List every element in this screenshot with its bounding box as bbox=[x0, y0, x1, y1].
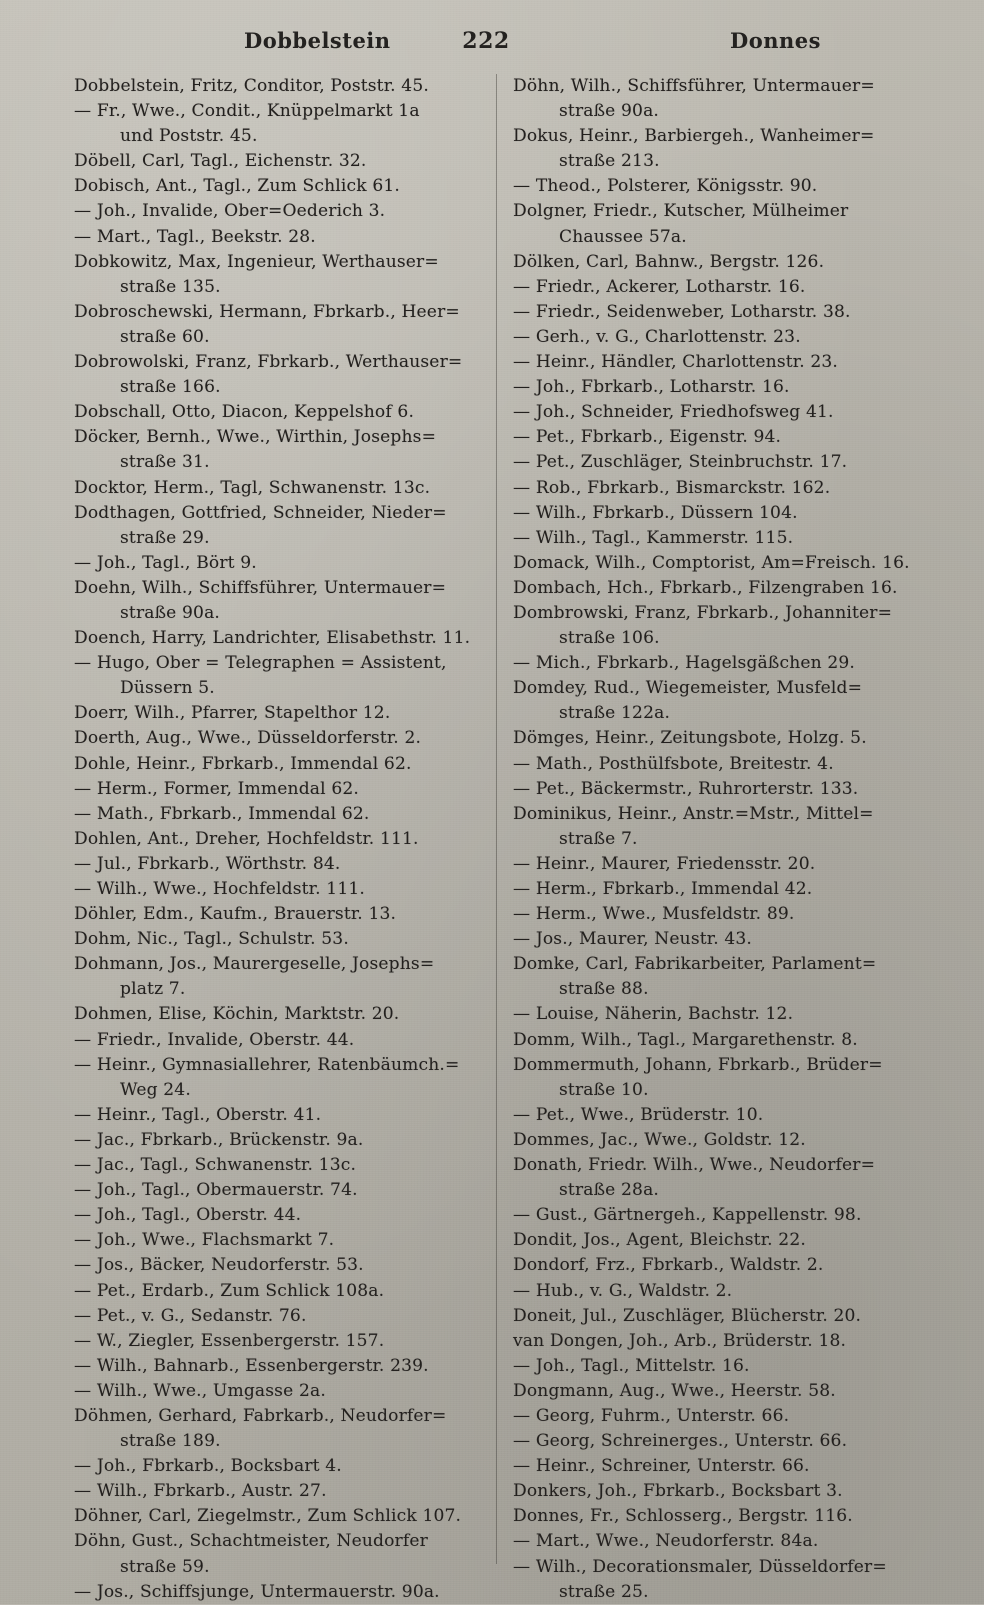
entry-text: Donnes, Fr., Schlosserg., Bergstr. 116. bbox=[513, 1506, 853, 1527]
directory-entry bbox=[513, 852, 918, 877]
directory-entry bbox=[513, 1529, 918, 1554]
directory-entry bbox=[74, 1178, 482, 1203]
entry-text: Dokus, Heinr., Barbiergeh., Wanheimer= bbox=[513, 126, 875, 147]
entry-text: Dombrowski, Franz, Fbrkarb., Johanniter= bbox=[513, 602, 893, 623]
directory-entry bbox=[513, 1153, 918, 1203]
entry-text: Donkers, Joh., Fbrkarb., Bocksbart 3. bbox=[513, 1481, 843, 1502]
directory-entry bbox=[513, 1103, 918, 1128]
entry-text: — Mart., Tagl., Beekstr. 28. bbox=[74, 226, 316, 247]
entry-text: Domack, Wilh., Comptorist, Am=Freisch. 16. bbox=[513, 552, 910, 573]
directory-entry bbox=[74, 752, 482, 777]
entry-text: Dobbelstein, Fritz, Conditor, Poststr. 45. bbox=[74, 76, 429, 96]
entry-text: Dolgner, Friedr., Kutscher, Mülheimer bbox=[513, 201, 849, 222]
entry-text: Doneit, Jul., Zuschläger, Blücherstr. 20. bbox=[513, 1305, 862, 1326]
directory-entry bbox=[74, 877, 482, 902]
left-column bbox=[74, 74, 496, 1602]
entry-text: Dominikus, Heinr., Anstr.=Mstr., Mittel= bbox=[513, 803, 874, 824]
directory-entry bbox=[74, 1304, 482, 1329]
directory-entry bbox=[513, 651, 918, 676]
entry-continuation: straße 88. bbox=[559, 979, 649, 1000]
entry-text: Dömges, Heinr., Zeitungsbote, Holzg. 5. bbox=[513, 728, 867, 749]
entry-continuation: straße 25. bbox=[559, 1581, 649, 1602]
entry-text: — Heinr., Schreiner, Unterstr. 66. bbox=[513, 1456, 810, 1477]
entry-text: — Pet., Bäckermstr., Ruhrorterstr. 133. bbox=[513, 778, 859, 799]
directory-entry bbox=[513, 1429, 918, 1454]
entry-text: — Wilh., Bahnarb., Essenbergerstr. 239. bbox=[74, 1355, 429, 1376]
entry-text: Dohlen, Ant., Dreher, Hochfeldstr. 111. bbox=[74, 828, 419, 849]
directory-entry bbox=[74, 250, 482, 300]
entry-text: Döhn, Gust., Schachtmeister, Neudorfer bbox=[74, 1531, 428, 1552]
directory-entry bbox=[513, 551, 918, 576]
directory-entry bbox=[513, 450, 918, 475]
entry-text: Dölken, Carl, Bahnw., Bergstr. 126. bbox=[513, 251, 825, 272]
directory-entry bbox=[74, 225, 482, 250]
directory-entry bbox=[74, 1228, 482, 1253]
directory-entry bbox=[513, 375, 918, 400]
entry-text: — Wilh., Wwe., Umgasse 2a. bbox=[74, 1380, 326, 1401]
entry-text: — Wilh., Fbrkarb., Austr. 27. bbox=[74, 1481, 327, 1502]
entry-text: — Gerh., v. G., Charlottenstr. 23. bbox=[513, 326, 801, 347]
directory-entry bbox=[74, 726, 482, 751]
directory-columns bbox=[74, 74, 918, 1602]
entry-text: Dondorf, Frz., Fbrkarb., Waldstr. 2. bbox=[513, 1255, 824, 1276]
entry-text: — Hugo, Ober = Telegraphen = Assistent, bbox=[74, 653, 447, 674]
directory-entry bbox=[513, 726, 918, 751]
entry-text: — Heinr., Tagl., Oberstr. 41. bbox=[74, 1104, 322, 1125]
entry-text: Dobkowitz, Max, Ingenieur, Werthauser= bbox=[74, 251, 439, 272]
directory-entry bbox=[513, 275, 918, 300]
entry-text: — Pet., Zuschläger, Steinbruchstr. 17. bbox=[513, 452, 848, 473]
directory-entry bbox=[513, 1253, 918, 1278]
directory-entry bbox=[513, 74, 918, 124]
entry-text: Domm, Wilh., Tagl., Margarethenstr. 8. bbox=[513, 1029, 858, 1050]
directory-entry bbox=[513, 1128, 918, 1153]
directory-entry bbox=[513, 325, 918, 350]
entry-text: — Herm., Wwe., Musfeldstr. 89. bbox=[513, 904, 795, 925]
directory-entry bbox=[513, 1454, 918, 1479]
directory-entry bbox=[513, 752, 918, 777]
entry-text: — Wilh., Decorationsmaler, Düsseldorfer= bbox=[513, 1556, 887, 1577]
entry-text: Döhner, Carl, Ziegelmstr., Zum Schlick 107. bbox=[74, 1506, 462, 1527]
entry-text: Donath, Friedr. Wilh., Wwe., Neudorfer= bbox=[513, 1155, 876, 1176]
directory-entry bbox=[513, 199, 918, 249]
entry-text: Dongmann, Aug., Wwe., Heerstr. 58. bbox=[513, 1380, 836, 1401]
entry-continuation: straße 31. bbox=[120, 452, 210, 473]
entry-text: Döhn, Wilh., Schiffsführer, Untermauer= bbox=[513, 76, 875, 96]
directory-entry bbox=[74, 1580, 482, 1605]
directory-entry bbox=[74, 1028, 482, 1053]
directory-entry bbox=[513, 802, 918, 852]
directory-entry bbox=[74, 1279, 482, 1304]
directory-entry bbox=[513, 350, 918, 375]
entry-text: — Joh., Fbrkarb., Bocksbart 4. bbox=[74, 1456, 342, 1477]
entry-text: — Friedr., Seidenweber, Lotharstr. 38. bbox=[513, 301, 851, 322]
entry-text: — Jac., Fbrkarb., Brückenstr. 9a. bbox=[74, 1129, 364, 1150]
entry-continuation: straße 28a. bbox=[559, 1180, 659, 1201]
entry-text: Dobschall, Otto, Diacon, Keppelshof 6. bbox=[74, 402, 415, 423]
entry-text: — W., Ziegler, Essenbergerstr. 157. bbox=[74, 1330, 385, 1351]
directory-entry bbox=[513, 1279, 918, 1304]
entry-text: — Georg, Schreinerges., Unterstr. 66. bbox=[513, 1431, 848, 1452]
entry-text: — Hub., v. G., Waldstr. 2. bbox=[513, 1280, 733, 1301]
directory-entry bbox=[74, 852, 482, 877]
directory-entry bbox=[74, 651, 482, 701]
entry-text: — Mich., Fbrkarb., Hagelsgäßchen 29. bbox=[513, 653, 855, 674]
entry-continuation: straße 29. bbox=[120, 527, 210, 548]
entry-text: Domke, Carl, Fabrikarbeiter, Parlament= bbox=[513, 954, 877, 975]
entry-text: — Herm., Fbrkarb., Immendal 42. bbox=[513, 879, 813, 899]
entry-text: — Pet., Wwe., Brüderstr. 10. bbox=[513, 1104, 764, 1125]
entry-text: — Georg, Fuhrm., Unterstr. 66. bbox=[513, 1405, 790, 1426]
page-header bbox=[76, 28, 916, 62]
entry-continuation: straße 90a. bbox=[559, 101, 659, 122]
directory-entry bbox=[74, 1002, 482, 1027]
directory-entry bbox=[74, 1379, 482, 1404]
directory-entry bbox=[74, 1128, 482, 1153]
entry-text: Dodthagen, Gottfried, Schneider, Nieder= bbox=[74, 502, 447, 523]
directory-entry bbox=[513, 676, 918, 726]
entry-continuation: Chaussee 57a. bbox=[559, 226, 687, 247]
directory-entry bbox=[513, 1002, 918, 1027]
entry-continuation: straße 166. bbox=[120, 377, 221, 398]
directory-entry bbox=[513, 526, 918, 551]
entry-text: — Herm., Former, Immendal 62. bbox=[74, 778, 359, 799]
entry-text: Döhler, Edm., Kaufm., Brauerstr. 13. bbox=[74, 904, 397, 925]
directory-entry bbox=[74, 701, 482, 726]
directory-entry bbox=[513, 1228, 918, 1253]
directory-entry bbox=[513, 902, 918, 927]
entry-text: van Dongen, Joh., Arb., Brüderstr. 18. bbox=[513, 1330, 847, 1351]
entry-text: Dobisch, Ant., Tagl., Zum Schlick 61. bbox=[74, 176, 400, 197]
directory-entry bbox=[513, 300, 918, 325]
header-right-catchword: Donnes bbox=[730, 28, 821, 53]
directory-entry bbox=[513, 1379, 918, 1404]
entry-text: — Jul., Fbrkarb., Wörthstr. 84. bbox=[74, 853, 341, 874]
directory-entry bbox=[74, 1329, 482, 1354]
directory-entry bbox=[74, 99, 482, 149]
entry-text: — Wilh., Wwe., Hochfeldstr. 111. bbox=[74, 879, 365, 899]
directory-entry bbox=[513, 174, 918, 199]
entry-continuation: straße 59. bbox=[120, 1556, 210, 1577]
entry-continuation: straße 135. bbox=[120, 276, 221, 297]
directory-entry bbox=[513, 576, 918, 601]
entry-text: — Wilh., Tagl., Kammerstr. 115. bbox=[513, 527, 794, 548]
right-column bbox=[496, 74, 918, 1602]
entry-continuation: straße 10. bbox=[559, 1079, 649, 1100]
directory-entry bbox=[513, 1404, 918, 1429]
entry-text: Doerr, Wilh., Pfarrer, Stapelthor 12. bbox=[74, 703, 391, 724]
directory-entry bbox=[74, 952, 482, 1002]
entry-continuation: straße 213. bbox=[559, 151, 660, 172]
entry-text: — Wilh., Fbrkarb., Düssern 104. bbox=[513, 502, 798, 523]
entry-text: — Joh., Tagl., Oberstr. 44. bbox=[74, 1205, 302, 1226]
directory-entry bbox=[74, 902, 482, 927]
directory-entry bbox=[513, 601, 918, 651]
entry-text: Domdey, Rud., Wiegemeister, Musfeld= bbox=[513, 678, 863, 699]
entry-continuation: Düssern 5. bbox=[120, 678, 215, 699]
directory-entry bbox=[513, 476, 918, 501]
entry-text: Dombach, Hch., Fbrkarb., Filzengraben 16. bbox=[513, 577, 898, 598]
entry-text: Dohle, Heinr., Fbrkarb., Immendal 62. bbox=[74, 753, 412, 774]
entry-text: — Jac., Tagl., Schwanenstr. 13c. bbox=[74, 1155, 357, 1176]
directory-entry bbox=[513, 952, 918, 1002]
directory-entry bbox=[513, 1504, 918, 1529]
directory-entry bbox=[74, 501, 482, 551]
entry-text: — Heinr., Maurer, Friedensstr. 20. bbox=[513, 853, 816, 874]
entry-text: Docktor, Herm., Tagl, Schwanenstr. 13c. bbox=[74, 477, 431, 498]
directory-entry bbox=[513, 400, 918, 425]
directory-entry bbox=[513, 1304, 918, 1329]
entry-text: — Joh., Fbrkarb., Lotharstr. 16. bbox=[513, 377, 790, 398]
entry-text: — Pet., Fbrkarb., Eigenstr. 94. bbox=[513, 427, 782, 448]
directory-entry bbox=[74, 1454, 482, 1479]
entry-text: Döhmen, Gerhard, Fabrkarb., Neudorfer= bbox=[74, 1405, 447, 1426]
directory-entry bbox=[513, 250, 918, 275]
entry-continuation: straße 7. bbox=[559, 828, 638, 849]
entry-continuation: straße 189. bbox=[120, 1431, 221, 1452]
directory-entry bbox=[74, 802, 482, 827]
entry-text: — Mart., Wwe., Neudorferstr. 84a. bbox=[513, 1531, 819, 1552]
entry-continuation: straße 60. bbox=[120, 326, 210, 347]
directory-entry bbox=[513, 777, 918, 802]
entry-text: — Joh., Invalide, Ober=Oederich 3. bbox=[74, 201, 386, 222]
directory-entry bbox=[513, 1354, 918, 1379]
entry-text: Dohm, Nic., Tagl., Schulstr. 53. bbox=[74, 929, 349, 950]
directory-entry bbox=[74, 1404, 482, 1454]
directory-entry bbox=[513, 1479, 918, 1504]
directory-entry bbox=[74, 927, 482, 952]
entry-text: — Heinr., Händler, Charlottenstr. 23. bbox=[513, 352, 839, 373]
directory-entry bbox=[513, 501, 918, 526]
directory-entry bbox=[74, 350, 482, 400]
entry-text: — Heinr., Gymnasiallehrer, Ratenbäumch.= bbox=[74, 1054, 460, 1075]
entry-continuation: straße 122a. bbox=[559, 703, 671, 724]
directory-entry bbox=[74, 1053, 482, 1103]
entry-text: — Rob., Fbrkarb., Bismarckstr. 162. bbox=[513, 477, 831, 498]
directory-entry bbox=[74, 576, 482, 626]
entry-text: — Pet., Erdarb., Zum Schlick 108a. bbox=[74, 1280, 385, 1301]
directory-entry bbox=[74, 149, 482, 174]
entry-continuation: platz 7. bbox=[120, 979, 186, 1000]
entry-continuation: Weg 24. bbox=[120, 1079, 191, 1100]
directory-entry bbox=[74, 777, 482, 802]
entry-text: — Jos., Maurer, Neustr. 43. bbox=[513, 929, 753, 950]
entry-text: — Fr., Wwe., Condit., Knüppelmarkt 1a bbox=[74, 101, 420, 122]
directory-entry bbox=[74, 1203, 482, 1228]
directory-entry bbox=[513, 1555, 918, 1605]
entry-text: Dobroschewski, Hermann, Fbrkarb., Heer= bbox=[74, 301, 460, 322]
directory-entry bbox=[74, 74, 482, 99]
directory-entry bbox=[513, 1329, 918, 1354]
directory-entry bbox=[74, 174, 482, 199]
page-number: 222 bbox=[462, 28, 510, 54]
entry-continuation: und Poststr. 45. bbox=[120, 126, 258, 147]
entry-text: — Gust., Gärtnergeh., Kappellenstr. 98. bbox=[513, 1205, 862, 1226]
entry-text: — Theod., Polsterer, Königsstr. 90. bbox=[513, 176, 818, 197]
entry-text: Doerth, Aug., Wwe., Düsseldorferstr. 2. bbox=[74, 728, 422, 749]
directory-entry bbox=[74, 1253, 482, 1278]
directory-entry bbox=[74, 1354, 482, 1379]
entry-text: Dondit, Jos., Agent, Bleichstr. 22. bbox=[513, 1230, 806, 1251]
directory-entry bbox=[74, 1103, 482, 1128]
directory-entry bbox=[74, 425, 482, 475]
directory-entry bbox=[513, 425, 918, 450]
entry-text: Döbell, Carl, Tagl., Eichenstr. 32. bbox=[74, 151, 367, 172]
entry-continuation: straße 106. bbox=[559, 628, 660, 649]
directory-entry bbox=[74, 300, 482, 350]
directory-entry bbox=[74, 476, 482, 501]
entry-text: — Math., Posthülfsbote, Breitestr. 4. bbox=[513, 753, 834, 774]
entry-text: — Friedr., Ackerer, Lotharstr. 16. bbox=[513, 276, 806, 297]
entry-text: Döcker, Bernh., Wwe., Wirthin, Josephs= bbox=[74, 427, 437, 448]
directory-entry bbox=[74, 1479, 482, 1504]
directory-entry bbox=[74, 199, 482, 224]
directory-entry bbox=[513, 1203, 918, 1228]
entry-text: — Joh., Tagl., Obermauerstr. 74. bbox=[74, 1180, 358, 1201]
entry-text: Dommermuth, Johann, Fbrkarb., Brüder= bbox=[513, 1054, 883, 1075]
entry-text: Dobrowolski, Franz, Fbrkarb., Werthauser= bbox=[74, 352, 463, 373]
directory-entry bbox=[513, 877, 918, 902]
directory-entry bbox=[74, 1529, 482, 1579]
entry-text: — Pet., v. G., Sedanstr. 76. bbox=[74, 1305, 307, 1326]
directory-entry bbox=[513, 1053, 918, 1103]
entry-text: — Joh., Wwe., Flachsmarkt 7. bbox=[74, 1230, 335, 1251]
directory-entry bbox=[74, 1153, 482, 1178]
entry-text: — Joh., Schneider, Friedhofsweg 41. bbox=[513, 402, 834, 423]
header-left-catchword: Dobbelstein bbox=[244, 28, 391, 53]
entry-continuation: straße 90a. bbox=[120, 602, 220, 623]
entry-text: — Friedr., Invalide, Oberstr. 44. bbox=[74, 1029, 355, 1050]
entry-text: — Joh., Tagl., Mittelstr. 16. bbox=[513, 1355, 750, 1376]
entry-text: Doench, Harry, Landrichter, Elisabethstr. 11. bbox=[74, 628, 471, 649]
entry-text: — Louise, Näherin, Bachstr. 12. bbox=[513, 1004, 794, 1025]
directory-entry bbox=[74, 400, 482, 425]
directory-entry bbox=[74, 1504, 482, 1529]
entry-text: — Math., Fbrkarb., Immendal 62. bbox=[74, 803, 370, 824]
directory-entry bbox=[74, 551, 482, 576]
directory-entry bbox=[74, 626, 482, 651]
entry-text: Dohmen, Elise, Köchin, Marktstr. 20. bbox=[74, 1004, 400, 1025]
entry-text: Dommes, Jac., Wwe., Goldstr. 12. bbox=[513, 1129, 806, 1150]
directory-entry bbox=[74, 827, 482, 852]
directory-entry bbox=[513, 927, 918, 952]
entry-text: — Joh., Tagl., Bört 9. bbox=[74, 552, 257, 573]
directory-entry bbox=[513, 124, 918, 174]
directory-entry bbox=[513, 1028, 918, 1053]
entry-text: — Jos., Schiffsjunge, Untermauerstr. 90a. bbox=[74, 1581, 440, 1602]
entry-text: — Jos., Bäcker, Neudorferstr. 53. bbox=[74, 1255, 364, 1276]
entry-text: Dohmann, Jos., Maurergeselle, Josephs= bbox=[74, 954, 435, 975]
entry-text: Doehn, Wilh., Schiffsführer, Untermauer= bbox=[74, 577, 447, 598]
